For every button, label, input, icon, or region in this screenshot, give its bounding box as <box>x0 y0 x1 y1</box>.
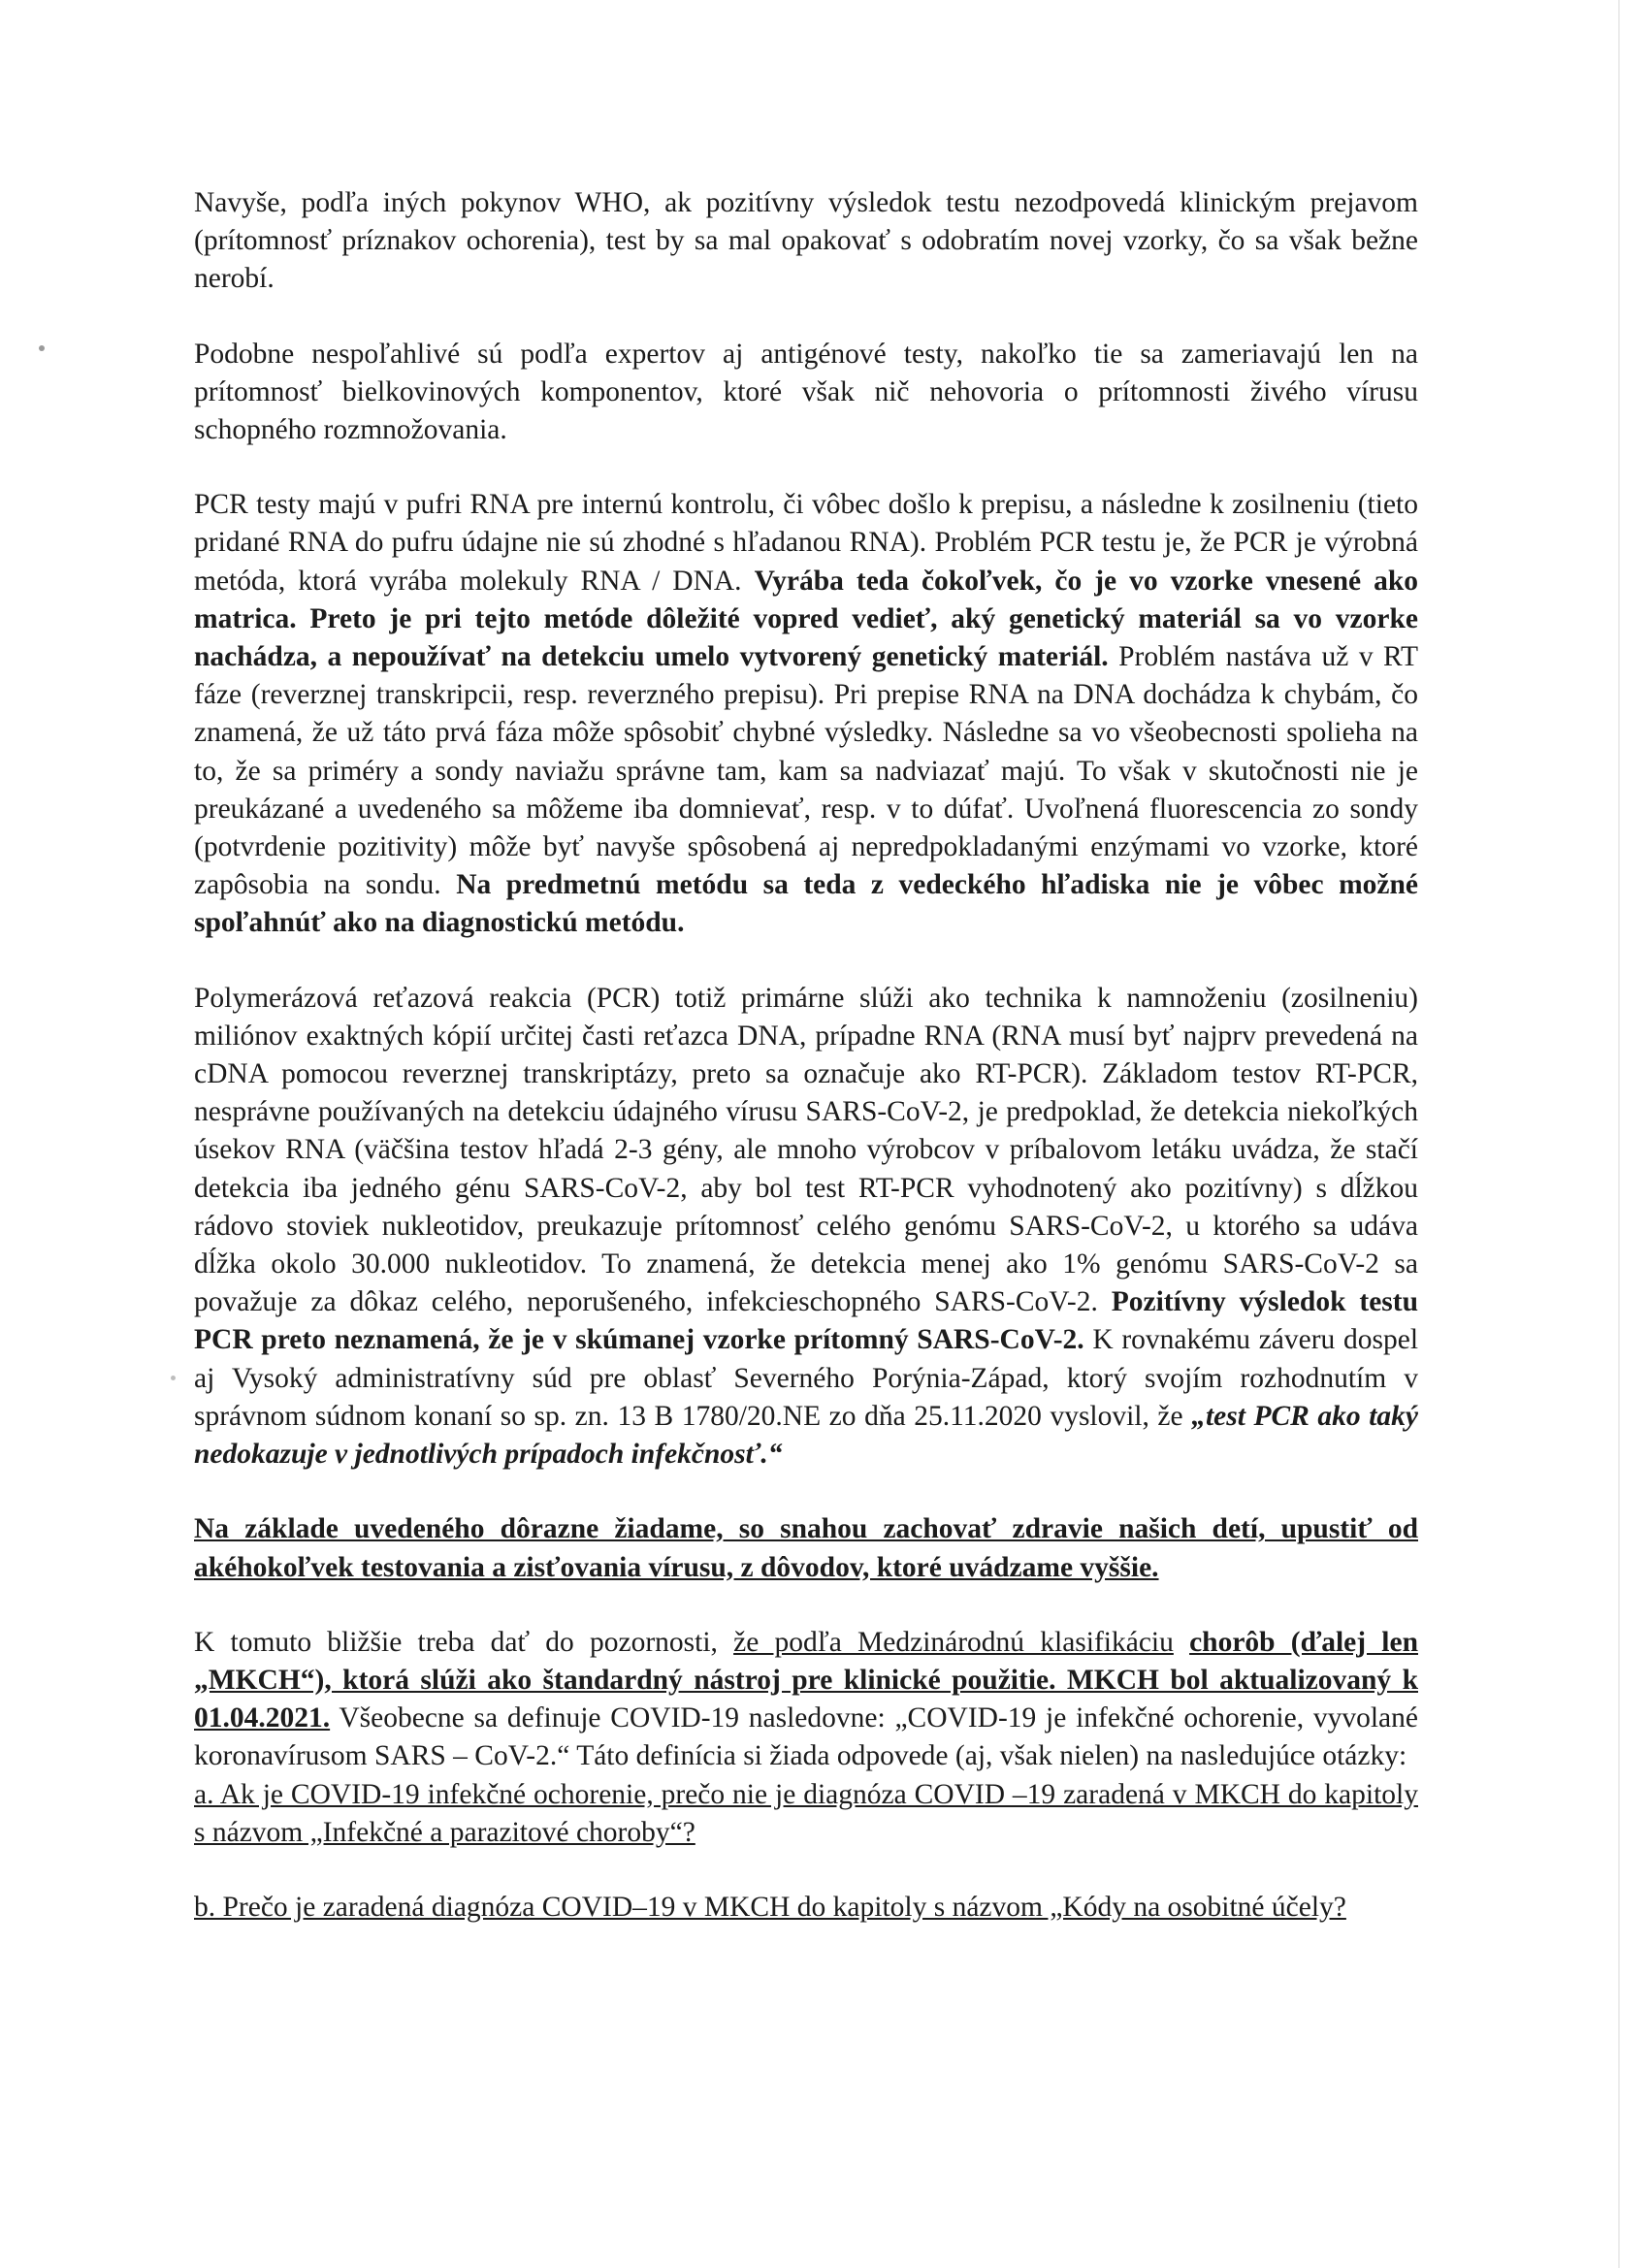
polymerase-bold-statement: Pozitívny výsledok testu PCR preto neznamená, že je v skúmanej vzorke prítomný SARS-CoV-2. <box>194 1286 1419 1356</box>
court-ruling-text: K rovnakému záveru dospel aj Vysoký administratívny súd pre oblasť Severného Porýnia-Západ, ktorý svojím rozhodnutím v správnom súdnom konaní so sp. zn. 13 B 1780/20.NE zo dňa 25.11.2020 vyslovil, že <box>194 1324 1419 1432</box>
paragraph-request: Na základe uvedeného dôrazne žiadame, so snahou zachovať zdravie našich detí, upustiť od akéhokoľvek testovania a zisťovania vírusu, z dôvodov, ktoré uvádzame vyššie. <box>194 1513 1418 1583</box>
paragraph-antigen-tests: Podobne nespoľahlivé sú podľa expertov aj antigénové testy, nakoľko tie sa zameriavajú len na prítomnosť bielkovinových komponentov, ktoré však nič nehovoria o prítomnosti živého vírusu schopného rozmnožovania. <box>194 338 1418 446</box>
mkch-lead: K tomuto bližšie treba dať do pozornosti, <box>194 1626 718 1658</box>
question-a: a. Ak je COVID-19 infekčné ochorenie, prečo nie je diagnóza COVID –19 zaradená v MKCH do kapitoly s názvom „Infekčné a parazitové choroby“? <box>194 1778 1418 1848</box>
pcr-method-text: PCR testy majú v pufri RNA pre internú kontrolu, či vôbec došlo k prepisu, a následne k zosilneniu (tieto pridané RNA do pufru údajne nie sú zhodné s hľadanou RNA). Problém PCR testu je, že PCR je výrobná metóda, ktorá vyrába molekuly RNA / DNA. <box>194 489 1418 597</box>
pcr-method-text-continued: Problém nastáva už v RT fáze (reverznej transkripcii, resp. reverzného prepisu). Pri prepise RNA na DNA dochádza k chybám, čo znamená, že už táto prvá fáza môže spôsobiť chybné výsledky. Následne sa vo všeobecnosti spolieha na to, že sa priméry a sondy naviažu správne tam, kam sa nadviazať majú. To však v skutočnosti nie je preukázané a uvedeného sa môžeme iba domnievať, resp. v to dúfať. Uvoľnená fluorescencia zo sondy (potvrdenie pozitivity) môže byť navyše spôsobená aj nepredpokladanými enzýmami vo vzorke, ktoré zapôsobia na sondu. <box>194 641 1418 901</box>
mkch-definition: Všeobecne sa definuje COVID-19 nasledovne: „COVID-19 je infekčné ochorenie, vyvolané koronavírusom SARS – CoV-2.“ Táto definícia si žiada odpovede (aj, však nielen) na nasledujúce otázky: <box>194 1702 1418 1772</box>
paragraph-pcr-method <box>194 486 1418 942</box>
document-body <box>194 184 1418 1963</box>
mkch-bold-underlined: chorôb (ďalej len „MKCH“), ktorá slúži ako štandardný nástroj pre klinické použitie. MKCH bol aktualizovaný k 01.04.2021. <box>194 1626 1418 1734</box>
polymerase-text: Polymerázová reťazová reakcia (PCR) totiž primárne slúži ako technika k namnoženiu (zosilneniu) miliónov exaktných kópií určitej časti reťazca DNA, prípadne RNA (RNA musí byť najprv prevedená na cDNA pomocou reverznej transkriptázy, preto sa označuje ako RT-PCR). Základom testov RT-PCR, nesprávne používaných na detekciu údajného vírusu SARS-CoV-2, je predpoklad, že detekcia niekoľkých úsekov RNA (väčšina testov hľadá 2-3 gény, ale mnoho výrobcov v príbalovom letáku uvádza, že stačí detekcia iba jedného génu SARS-CoV-2, aby bol test RT-PCR vyhodnotený ako pozitívny) s dĺžkou rádovo stoviek nukleotidov, preukazuje prítomnosť celého genómu SARS-CoV-2, u ktorého sa udáva dĺžka okolo 30.000 nukleotidov. To znamená, že detekcia menej ako 1% genómu SARS-CoV-2 sa považuje za dôkaz celého, neporušeného, infekcieschopného SARS-CoV-2. <box>194 982 1418 1318</box>
mkch-underlined: že podľa Medzinárodnú klasifikáciu <box>733 1626 1174 1658</box>
paragraph-who-guidance: Navyše, podľa iných pokynov WHO, ak pozitívny výsledok testu nezodpovedá klinickým prejavom (prítomnosť príznakov ochorenia), test by sa mal opakovať s odobratím novej vzorky, čo sa však bežne nerobí. <box>194 187 1418 295</box>
pcr-method-bold-statement: Vyrába teda čokoľvek, čo je vo vzorke vnesené ako matrica. Preto je pri tejto metóde dôležité vopred vedieť, aký genetický materiál sa vo vzorke nachádza, a nepoužívať na detekciu umelo vytvorený genetický materiál. <box>194 565 1418 673</box>
question-b: b. Prečo je zaradená diagnóza COVID–19 v MKCH do kapitoly s názvom „Kódy na osobitné účely? <box>194 1891 1346 1923</box>
court-ruling-quote: „test PCR ako taký nedokazuje v jednotlivých prípadoch infekčnosť.“ <box>194 1400 1418 1471</box>
scan-speck <box>171 1376 176 1380</box>
paragraph-mkch <box>194 1624 1418 1776</box>
scan-page-edge <box>1618 0 1620 2268</box>
paragraph-polymerase-reaction <box>194 980 1418 1474</box>
scan-speck <box>39 345 45 351</box>
pcr-method-bold-conclusion: Na predmetnú metódu sa teda z vedeckého hľadiska nie je vôbec možné spoľahnúť ako na diagnostickú metódu. <box>194 869 1419 939</box>
